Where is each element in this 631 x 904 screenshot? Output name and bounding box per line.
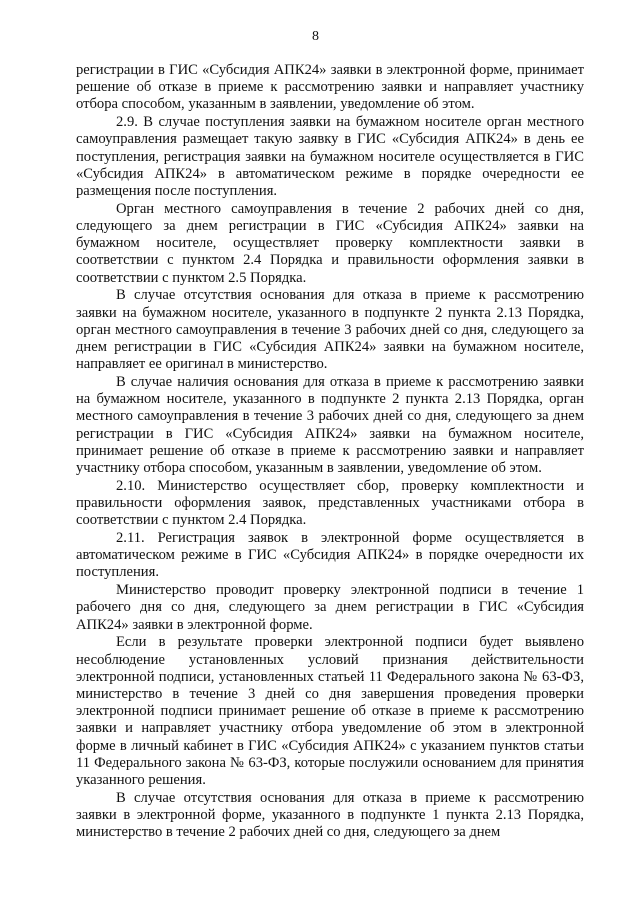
paragraph-no-refusal-grounds-electronic: В случае отсутствия основания для отказа в приеме к рассмотрению заявки в электронной форме, указанного в подпункте 1 пункта 2.13 Порядка, министерство в течение 2 рабочих дней со дня, следующего за днем <box>76 789 584 841</box>
paragraph-no-refusal-grounds-paper: В случае отсутствия основания для отказа в приеме к рассмотрению заявки на бумажном носителе, указанного в подпункте 2 пункта 2.13 Порядка, орган местного самоуправления в течение 3 рабочих дней со дня, следующего за днем регистрации в ГИС «Субсидия АПК24» заявки на бумажном носителе, направляет ее оригинал в министерство. <box>76 287 584 373</box>
paragraph-signature-check: Министерство проводит проверку электронной подписи в течение 1 рабочего дня со дня, следующего за днем регистрации в ГИС «Субсидия АПК24» заявки в электронной форме. <box>76 582 584 633</box>
paragraph-local-authority-check: Орган местного самоуправления в течение 2 рабочих дней со дня, следующего за днем регистрации в ГИС «Субсидия АПК24» заявки на бумажном носителе, осуществляет проверку комплектности заявки в соответствии с пунктом 2.4 Порядка и правильности оформления заявки в соответствии с пунктом 2.5 Порядка. <box>76 200 584 286</box>
paragraph-refusal-grounds-paper: В случае наличия основания для отказа в приеме к рассмотрению заявки на бумажном носителе, указанного в подпункте 2 пункта 2.13 Порядка, орган местного самоуправления в течение 3 рабочих дней со дня, следующего за днем регистрации в ГИС «Субсидия АПК24» заявки на бумажном носителе, принимает решение об отказе в приеме к рассмотрению заявки и направляет участнику отбора способом, указанным в заявлении, уведомление об этом. <box>76 374 584 477</box>
document-body <box>76 62 584 841</box>
paragraph-2-9: 2.9. В случае поступления заявки на бумажном носителе орган местного самоуправления размещает такую заявку в ГИС «Субсидия АПК24» в день ее поступления, регистрация заявки на бумажном носителе осуществляется в ГИС «Субсидия АПК24» в автоматическом режиме в порядке очередности ее размещения после поступления. <box>76 114 584 200</box>
paragraph-signature-invalid: Если в результате проверки электронной подписи будет выявлено несоблюдение установленных условий признания действительности электронной подписи, установленных статьей 11 Федерального закона № 63-ФЗ, министерство в течение 3 дней со дня завершения проведения проверки электронной подписи принимает решение об отказе в приеме к рассмотрению заявки и направляет участнику отбора уведомление об этом в электронной форме в личный кабинет в ГИС «Субсидия АПК24» с указанием пунктов статьи 11 Федерального закона № 63-ФЗ, которые послужили основанием для принятия указанного решения. <box>76 634 584 789</box>
paragraph-2-11: 2.11. Регистрация заявок в электронной форме осуществляется в автоматическом режиме в ГИС «Субсидия АПК24» в порядке очередности их поступления. <box>76 530 584 581</box>
page-number: 8 <box>312 29 319 44</box>
paragraph-continuation: регистрации в ГИС «Субсидия АПК24» заявки в электронной форме, принимает решение об отказе в приеме к рассмотрению заявки и направляет участнику отбора способом, указанным в заявлении, уведомление об этом. <box>76 62 584 113</box>
paragraph-2-10: 2.10. Министерство осуществляет сбор, проверку комплектности и правильности оформления заявок, представленных участниками отбора в соответствии с пунктом 2.4 Порядка. <box>76 477 584 529</box>
